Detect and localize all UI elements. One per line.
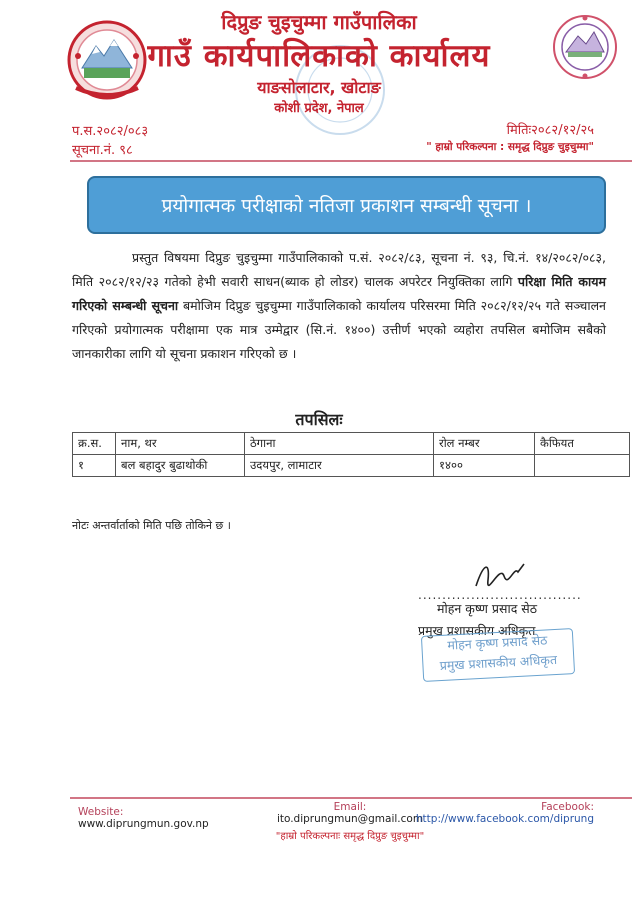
cell-roll: १४०० (434, 455, 535, 477)
letter-date: मितिः२०८२/१२/२५ (506, 123, 594, 138)
cell-serial: १ (73, 455, 116, 477)
official-stamp (421, 628, 575, 682)
notice-body-bold: परिक्षा मिति कायम गरिएको सम्बन्धी सूचना (72, 274, 606, 313)
cell-name: बल बहादुर बुढाथोकी (116, 455, 245, 477)
header-office-name: गाउँ कार्यपालिकाको कार्यालय (147, 38, 491, 74)
footer-facebook (416, 801, 594, 825)
result-table (72, 432, 630, 477)
col-serial: क्र.स. (73, 433, 116, 455)
notice-body-part1: प्रस्तुत विषयमा दिप्रुङ चुइचुम्मा गाउँपालिकाको प.सं. २०८२/८३, सूचना नं. ९३, चि.नं. १४/२०८२/०८३, मिति २०८२/१२/२३ गतेको हेभी सवारी साधन(ब्याक हो लोडर) चालक अपरेटर नियुक्तिका लागि (72, 250, 606, 289)
notice-title-banner (87, 176, 606, 234)
signatory-title: प्रमुख प्रशासकीय अधिकृत (418, 623, 536, 638)
email-link[interactable]: ito.diprungmun@gmail.com (276, 813, 424, 825)
notice-number: सूचना.नं. ९८ (72, 143, 133, 158)
col-name: नाम, थर (116, 433, 245, 455)
col-roll: रोल नम्बर (434, 433, 535, 455)
facebook-link[interactable]: http://www.facebook.com/diprung (415, 813, 594, 825)
reference-block (72, 122, 148, 160)
stamp-title: प्रमुख प्रशासकीय अधिकृत (439, 651, 558, 674)
col-address: ठेगाना (245, 433, 434, 455)
header-municipality-name: दिप्रुङ चुइचुम्मा गाउँपालिका (221, 10, 417, 34)
footer-website (78, 806, 209, 830)
website-link[interactable]: www.diprungmun.gov.np (78, 818, 209, 830)
note-text: नोटः अन्तर्वार्ताको मिति पछि तोकिने छ । (72, 519, 231, 532)
header-motto: " हाम्रो परिकल्पना : समृद्ध दिप्रुङ चुइचुम्मा" (426, 141, 594, 153)
header-divider (70, 160, 632, 162)
notice-body-part2: बमोजिम दिप्रुङ चुइचुम्मा गाउँपालिकाको कार्यालय परिसरमा मिति २०८२/१२/२५ गते सञ्चालन गरिएको प्रयोगात्मक परीक्षामा एक मात्र उम्मेद्वार (सि.नं. १४००) उत्तीर्ण भएको व्यहोरा तपसिल बमोजिम सबैको जानकारीका लागि यो सूचना प्रकाशन गरिएको छ । (72, 298, 606, 361)
notice-body (72, 246, 606, 366)
signature-line: .................................. (418, 588, 582, 602)
notice-title: प्रयोगात्मक परीक्षाको नतिजा प्रकाशन सम्बन्धी सूचना । (161, 195, 532, 217)
facebook-label: Facebook: (541, 801, 594, 813)
signatory-name: मोहन कृष्ण प्रसाद सेठ (437, 601, 538, 616)
table-heading: तपसिलः (295, 410, 343, 429)
header-province: कोशी प्रदेश, नेपाल (274, 101, 364, 116)
cell-remarks (535, 455, 630, 477)
stamp-name: मोहन कृष्ण प्रसाद सेठ (447, 632, 548, 653)
cell-address: उदयपुर, लामाटार (245, 455, 434, 477)
email-label: Email: (333, 801, 367, 813)
col-remarks: कैफियत (535, 433, 630, 455)
letter-number: प.स.२०८२/०८३ (72, 124, 149, 139)
footer-motto: "हाम्रो परिकल्पनाः समृद्ध दिप्रुङ चुइचुम्मा" (275, 831, 425, 842)
website-label: Website: (78, 806, 124, 818)
table-row (73, 455, 630, 477)
footer-divider (70, 797, 632, 799)
header-address: याङसोलाटार, खोटाङ (257, 78, 381, 97)
table-header-row (73, 433, 630, 455)
